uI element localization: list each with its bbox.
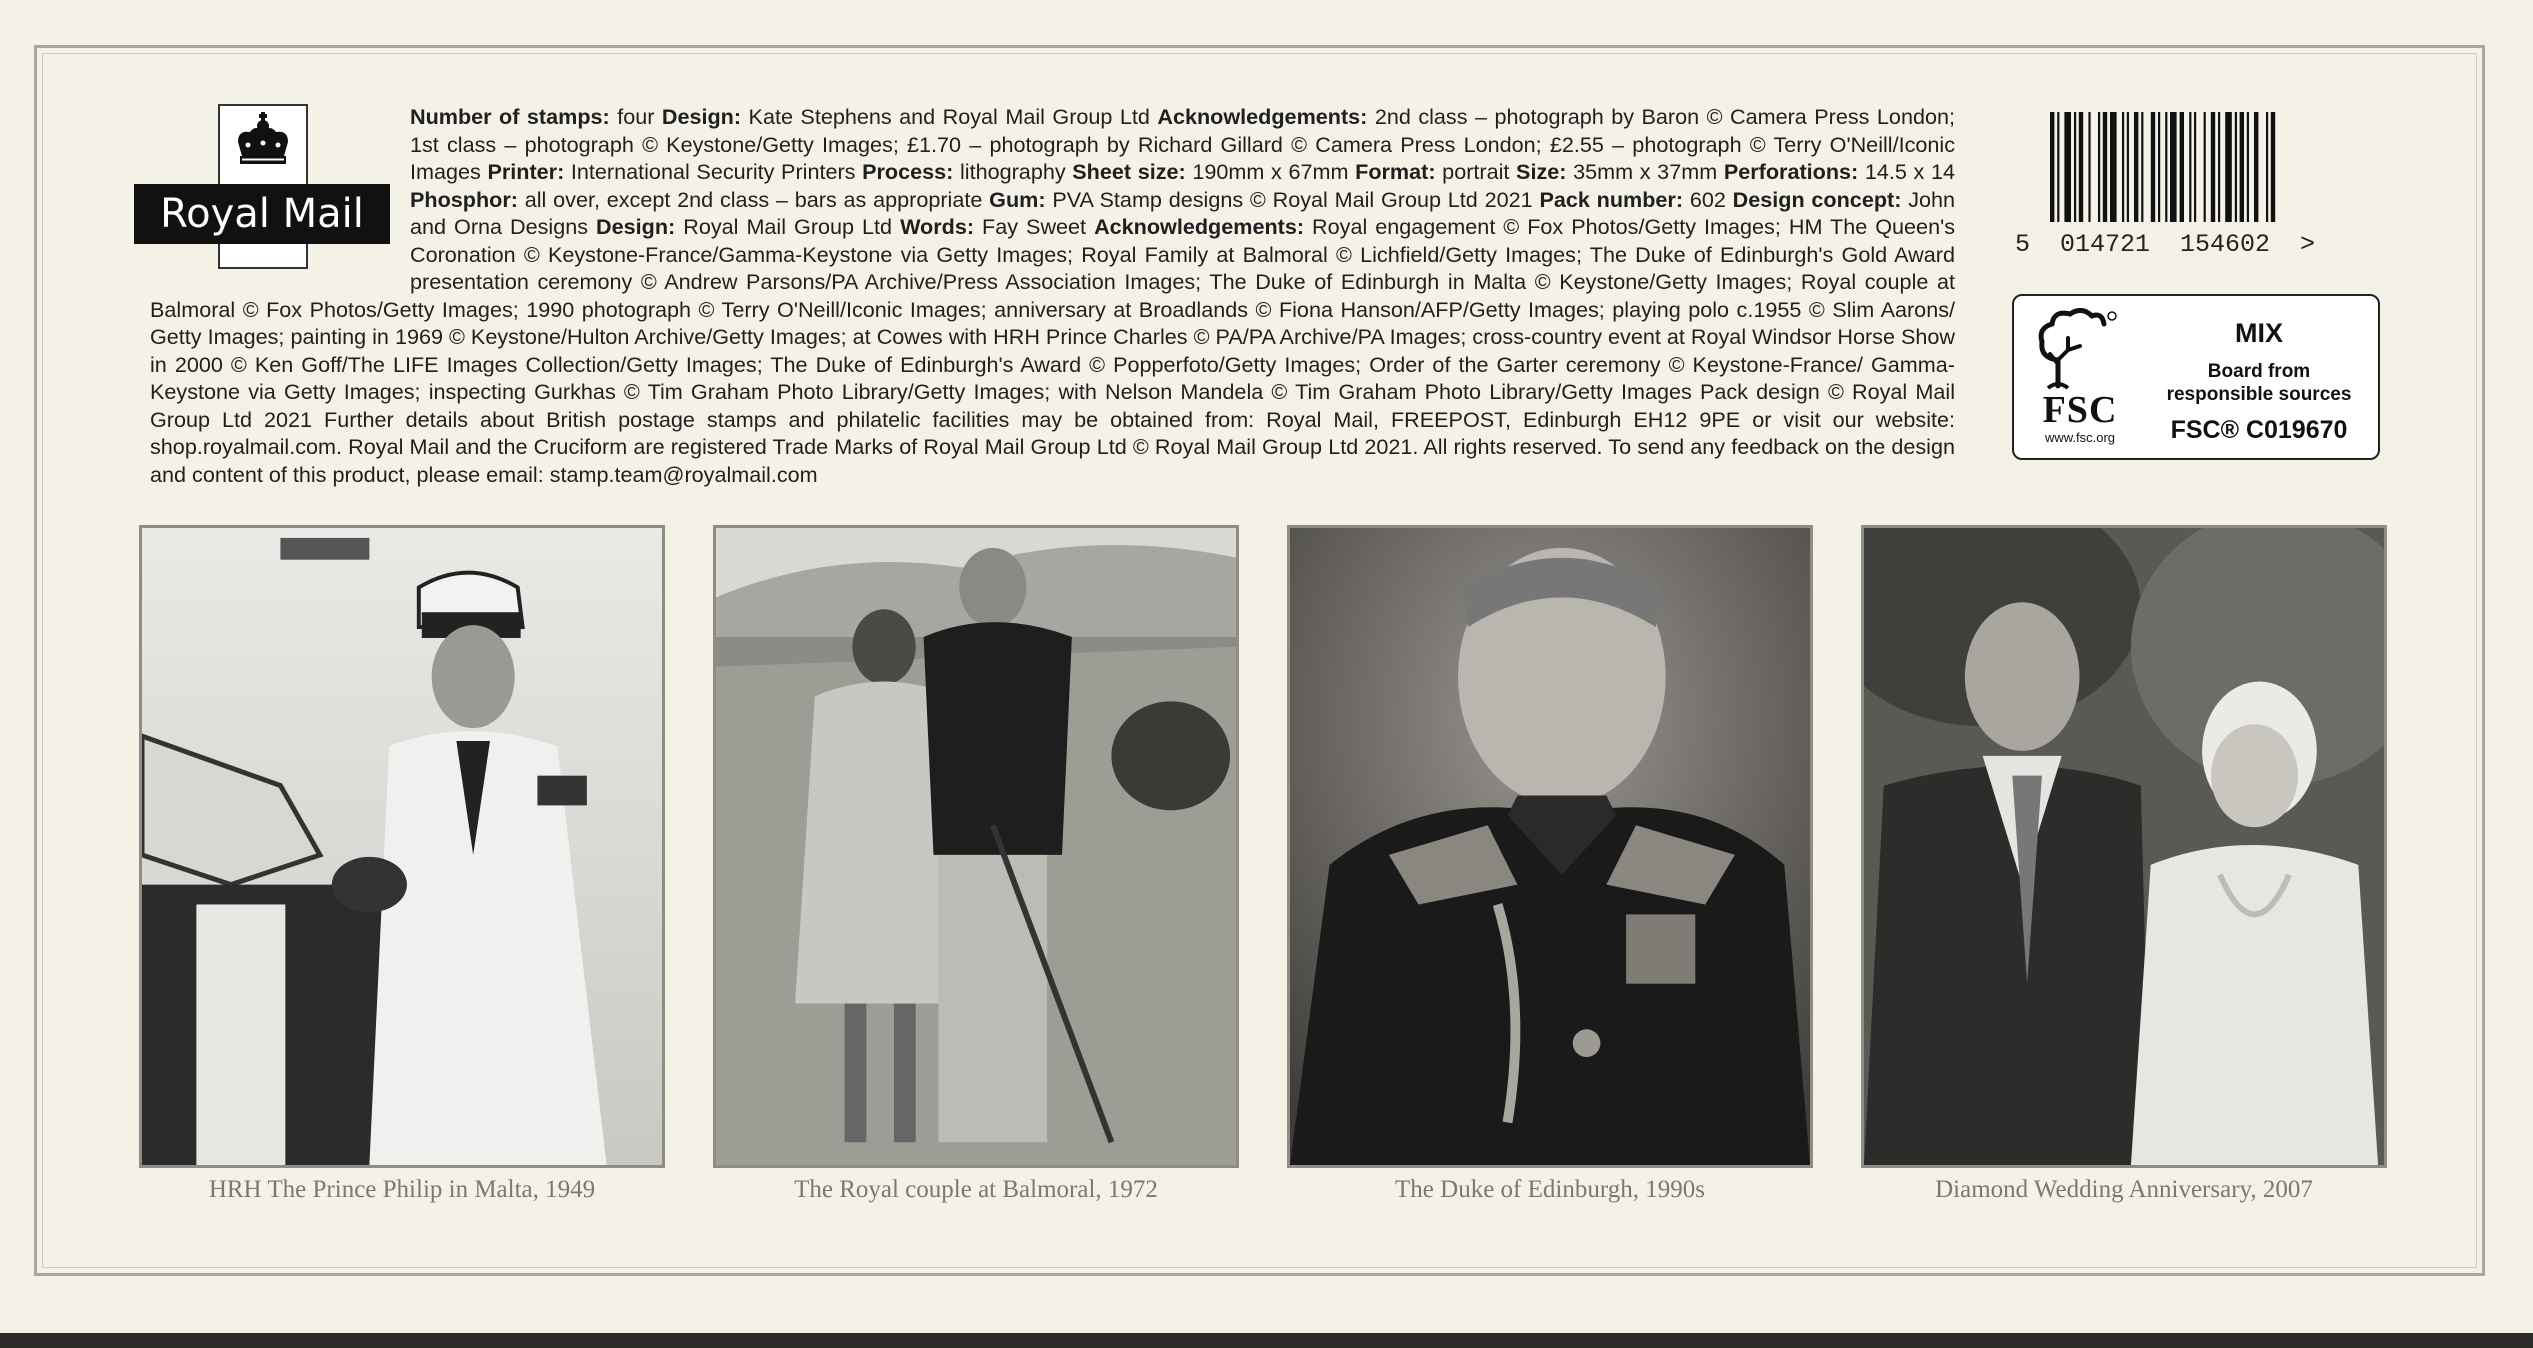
barcode-bar bbox=[2180, 112, 2184, 222]
credit-label: Process: bbox=[862, 159, 954, 184]
credit-text: 35mm x 37mm bbox=[1566, 159, 1724, 184]
barcode-bar bbox=[2271, 112, 2275, 222]
credit-text: 190mm x 67mm bbox=[1185, 159, 1356, 184]
fsc-mix: MIX bbox=[2234, 318, 2283, 348]
barcode-bar bbox=[2189, 112, 2191, 222]
credit-label: Number of stamps: bbox=[410, 104, 610, 129]
barcode-bar bbox=[2235, 112, 2237, 222]
royal-mail-logo bbox=[134, 104, 390, 269]
barcode-bar bbox=[2057, 112, 2059, 222]
fsc-board-line: Board from bbox=[2207, 361, 2311, 382]
fsc-tree-icon bbox=[2028, 306, 2132, 392]
crown-icon bbox=[232, 112, 294, 176]
credit-text: portrait bbox=[1435, 159, 1517, 184]
fsc-code: FSC® C019670 bbox=[2170, 416, 2348, 444]
credit-label: Design: bbox=[661, 104, 742, 129]
credit-text: lithography bbox=[953, 159, 1073, 184]
barcode-bar bbox=[2141, 112, 2143, 222]
photo-caption: HRH The Prince Philip in Malta, 1949 bbox=[208, 1176, 596, 1203]
barcode-bar bbox=[2122, 112, 2124, 222]
barcode-bar bbox=[2110, 112, 2117, 222]
fsc-logo-text: FSC bbox=[2042, 389, 2118, 431]
fsc-label bbox=[2012, 294, 2380, 460]
barcode-bar bbox=[2064, 112, 2071, 222]
bottom-edge bbox=[0, 1333, 2533, 1348]
credit-text: PVA Stamp designs © Royal Mail Group Ltd 2021 bbox=[1045, 186, 1540, 212]
barcode-bar bbox=[2088, 112, 2090, 222]
barcode bbox=[2015, 112, 2355, 262]
photo-duke-1990s bbox=[1287, 525, 1813, 1168]
barcode-bar bbox=[2074, 112, 2076, 222]
fsc-board-line: responsible sources bbox=[2166, 384, 2352, 405]
barcode-digits: 5 014721 154602 > bbox=[2015, 230, 2316, 259]
credit-label: Sheet size: bbox=[1072, 159, 1186, 184]
barcode-bar bbox=[2170, 112, 2177, 222]
credit-text: Royal engagement © Fox Photos/Getty Images; HM The Queen's Coronation © Keystone-France/Gamma-Keystone via Getty Images; Royal Family at Balmoral © Lichfield/Getty Images; The Duke of Edinburgh's Gold Award presentation ceremony © Andrew Parsons/PA Archive/Press Association Images; The Duke of Edinburgh in Malta © Keystone/Getty Images; Royal couple at Balmoral © Fox Photos/Getty Images; 1990 photograph © Terry O'Neill/Iconic Images; anniversary at Broadlands © Fiona Hanson/AFP/Getty Images; playing polo c.1955 © Slim Aarons/ Getty Images; painting in 1969 © Keystone/Hulton Archive/Getty Images; at Cowes with HRH Prince Charles © PA/PA Archive/PA Images; cross-country event at Royal Windsor Horse Show in 2000 © Ken Goff/The LIFE Images Collection/Getty Images; The Duke of Edinburgh's Award © Popperfoto/Getty Images; Order of the Garter ceremony © Keystone-France/ Gamma-Keystone via Getty Images; inspecting Gurkhas © Tim Graham Photo Library/Getty Images; with Nelson Mandela © Tim Graham Photo Library/Getty Images Pack design © Royal Mail Group Ltd 2021 Further details about British postage stamps and philatelic facilities may be obtained from: Royal Mail, FREEPOST, Edinburgh EH12 9PE or visit our website: shop.royalmail.com. Royal Mail and the Cruciform are registered Trade Marks of Royal Mail Group Ltd © Royal Mail Group Ltd 2021. All rights reserved. To send any feedback on the design and content of this product, please email: stamp.team@royalmail.com bbox=[150, 214, 1955, 487]
barcode-bar bbox=[2194, 112, 2196, 222]
credit-label: Acknowledgements: bbox=[1157, 104, 1368, 129]
barcode-bar bbox=[2151, 112, 2155, 222]
credit-text: all over, except 2nd class – bars as appropriate bbox=[517, 186, 990, 212]
barcode-bar bbox=[2050, 112, 2054, 222]
barcode-bar bbox=[2247, 112, 2249, 222]
barcode-bar bbox=[2240, 112, 2244, 222]
credit-text: 14.5 x 14 bbox=[1858, 159, 1956, 184]
photo-balmoral bbox=[713, 525, 1239, 1168]
barcode-bar bbox=[2225, 112, 2232, 222]
credit-label: Design concept: bbox=[1732, 186, 1902, 212]
credit-text: Royal Mail Group Ltd bbox=[675, 214, 901, 239]
barcode-bar bbox=[2079, 112, 2083, 222]
fsc-board-text bbox=[2154, 360, 2364, 406]
credit-text: Kate Stephens and Royal Mail Group Ltd bbox=[741, 104, 1158, 129]
barcode-bar bbox=[2165, 112, 2167, 222]
credit-text: 602 bbox=[1683, 186, 1733, 212]
photo-caption: The Duke of Edinburgh, 1990s bbox=[1395, 1176, 1705, 1203]
barcode-bar bbox=[2098, 112, 2100, 222]
couple-photo-icon bbox=[1864, 528, 2384, 1165]
barcode-bar bbox=[2266, 112, 2268, 222]
barcode-bar bbox=[2254, 112, 2258, 222]
credit-label: Size: bbox=[1516, 159, 1567, 184]
barcode-bar bbox=[2204, 112, 2206, 222]
credit-text: four bbox=[609, 104, 662, 129]
credit-text: John and Orna Designs bbox=[410, 186, 1956, 239]
barcode-bar bbox=[2218, 112, 2220, 222]
couple-photo-icon bbox=[716, 528, 1236, 1165]
credit-label: Perforations: bbox=[1723, 159, 1859, 184]
brand-name: Royal Mail bbox=[134, 184, 390, 244]
barcode-bar bbox=[2127, 112, 2129, 222]
credit-text: Fay Sweet bbox=[974, 214, 1095, 239]
barcode-bar bbox=[2103, 112, 2107, 222]
credit-label: Printer: bbox=[487, 159, 565, 184]
credit-label: Phosphor: bbox=[410, 186, 518, 212]
credit-label: Format: bbox=[1355, 159, 1436, 184]
barcode-bar bbox=[2211, 112, 2215, 222]
barcode-bars bbox=[2050, 112, 2360, 232]
credits-text bbox=[150, 103, 1955, 488]
credit-label: Acknowledgements: bbox=[1094, 214, 1305, 239]
credit-label: Design: bbox=[596, 214, 676, 239]
photo-caption: The Royal couple at Balmoral, 1972 bbox=[794, 1176, 1158, 1203]
credit-label: Gum: bbox=[989, 186, 1046, 212]
photo-caption: Diamond Wedding Anniversary, 2007 bbox=[1935, 1176, 2313, 1203]
barcode-bar bbox=[2134, 112, 2138, 222]
photo-diamond-wedding bbox=[1861, 525, 2387, 1168]
credit-text: International Security Printers bbox=[564, 159, 863, 184]
portrait-photo-icon bbox=[1290, 528, 1810, 1165]
barcode-bar bbox=[2158, 112, 2160, 222]
portrait-photo-icon bbox=[142, 528, 662, 1165]
credit-label: Words: bbox=[900, 214, 975, 239]
photo-malta bbox=[139, 525, 665, 1168]
credit-text: 2nd class – photograph by Baron © Camera Press London; 1st class – photograph © Keystone/Getty Images; £1.70 – photograph by Richard Gillard © Camera Press London; £2.55 – photograph © Terry O'Neill/Iconic Images bbox=[410, 104, 1955, 184]
credit-label: Pack number: bbox=[1539, 186, 1684, 212]
fsc-url: www.fsc.org bbox=[2044, 430, 2116, 445]
